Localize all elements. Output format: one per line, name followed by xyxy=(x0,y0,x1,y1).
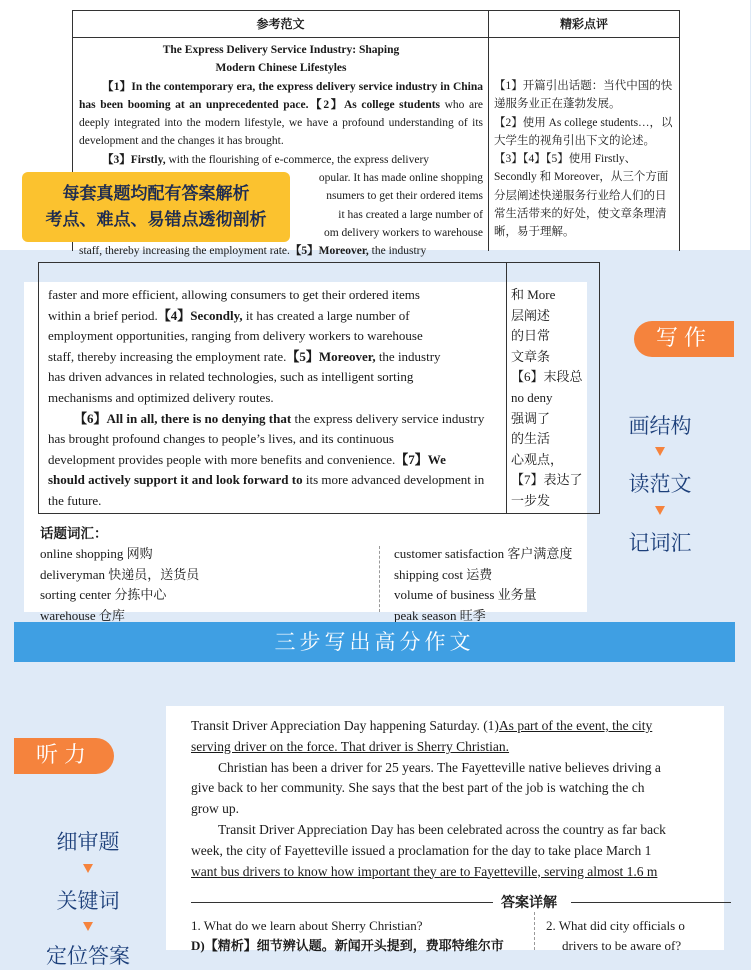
answer-label: 答案详解 xyxy=(501,895,557,911)
essay-text: development provides people with more benefits and convenience. xyxy=(48,451,396,467)
essay-text: the industry xyxy=(378,348,441,364)
comment-line: 【7】表达了 xyxy=(511,472,583,488)
step-keywords: 关键词 xyxy=(56,889,120,913)
essay-text: who are deeply integrated into the modern lifestyle, we have a profound understanding of its development and the changes it has brought. xyxy=(79,98,484,148)
vocab-item: volume of business 业务量 xyxy=(394,587,537,602)
essay-line: employment opportunities, ranging from delivery workers to warehouse xyxy=(48,328,423,344)
vocab-title: 话题词汇： xyxy=(40,526,108,542)
comment-line: no deny xyxy=(511,389,553,405)
essay-title-line2: Modern Chinese Lifestyles xyxy=(215,62,347,75)
essay-text: Firstly, xyxy=(130,153,166,166)
essay-text: Moreover, xyxy=(318,348,376,364)
essay-title xyxy=(79,41,483,78)
column-divider xyxy=(488,11,489,251)
comment-column xyxy=(511,285,621,512)
marker-7: 【7】 xyxy=(395,451,428,467)
essay-line: opular. It has made online shopping xyxy=(318,172,483,185)
transcript-line: Christian has been a driver for 25 years. The Fayetteville native believes driving a xyxy=(218,759,661,775)
arrow-down-icon xyxy=(655,447,665,456)
essay-line: nsumers to get their ordered items xyxy=(326,190,483,203)
comment-line: 层阐述 xyxy=(511,307,551,323)
essay-line xyxy=(48,470,500,491)
answer-analysis: D)【精析】细节辨认题。新闻开头提到，费耶特维尔市 xyxy=(191,938,504,953)
transcript-line xyxy=(191,716,751,737)
essay-paragraph-1 xyxy=(79,78,483,151)
transcript-text: Transit Driver Appreciation Day happening Saturday. (1) xyxy=(191,718,499,733)
section-banner: 三步写出高分作文 xyxy=(14,622,735,662)
question-text: 1. What do we learn about Sherry Christian? xyxy=(191,918,423,933)
essay-text: the express delivery service industry xyxy=(294,410,485,426)
question-divider xyxy=(534,912,535,950)
writing-tag: 写作 xyxy=(634,321,734,357)
essay-text: staff, thereby increasing the employment rate. xyxy=(48,348,287,364)
essay-text: As college students xyxy=(344,98,441,111)
question-text: drivers to be aware of? xyxy=(562,938,682,953)
vocab-item: shipping cost 运费 xyxy=(394,566,493,582)
answer-divider xyxy=(191,892,731,912)
essay-text: All in all, there is no denying that xyxy=(106,410,292,426)
transcript-line: Transit Driver Appreciation Day has been celebrated across the country as far back xyxy=(218,821,666,837)
comment-line: 文章条 xyxy=(511,348,551,364)
table-header-essay: 参考范文 xyxy=(73,11,488,38)
essay-line: om delivery workers to warehouse xyxy=(323,226,483,239)
essay-line xyxy=(79,242,483,260)
transcript-line: give back to her community. She says that the best part of the job is watching the ch xyxy=(191,780,645,796)
step-draw-structure: 画结构 xyxy=(628,414,692,438)
comment-column xyxy=(494,77,676,242)
essay-line: the future. xyxy=(48,492,102,508)
vocab-item: sorting center 分拣中心 xyxy=(40,587,167,602)
marker-6: 【6】 xyxy=(74,410,107,426)
comment-2: 【2】使用 As college students…，以大学生的视角引出下文的论述。 xyxy=(494,116,673,147)
essay-text: We xyxy=(427,451,446,467)
vocab-item: deliveryman 快递员，送货员 xyxy=(40,566,200,582)
step-memorize-vocab: 记词汇 xyxy=(628,531,692,555)
marker-1: 【1】 xyxy=(102,80,132,93)
arrow-down-icon xyxy=(83,864,93,873)
essay-line xyxy=(48,306,500,327)
comment-line: 心观点， xyxy=(511,451,564,467)
marker-4: 【4】 xyxy=(157,307,191,323)
essay-text: its more advanced development in xyxy=(305,472,485,488)
comment-line: 【6】末段总 xyxy=(511,369,583,385)
key-sentence: serving driver on the force. That driver is Sherry Christian. xyxy=(191,738,510,754)
transcript-line: grow up. xyxy=(191,801,239,817)
comment-line: 的生活 xyxy=(511,431,551,447)
essay-line: has brought profound changes to people’s lives, and its continuous xyxy=(48,431,394,447)
question-1 xyxy=(191,916,504,956)
essay-preview-panel xyxy=(0,0,750,258)
divider-line xyxy=(571,902,731,903)
essay-line: has driven advances in related technologies, such as intelligent sorting xyxy=(48,369,414,385)
badge-line-2: 考点、难点、易错点透彻剖析 xyxy=(45,210,267,230)
comment-line: 强调了 xyxy=(511,410,551,426)
essay-text: staff, thereby increasing the employment rate. xyxy=(79,245,290,258)
divider-line xyxy=(191,902,493,903)
step-read-sample: 读范文 xyxy=(628,472,692,496)
comment-line: 和 More xyxy=(511,287,556,302)
essay-line: mechanisms and optimized delivery routes. xyxy=(48,389,274,405)
essay-text: Secondly, xyxy=(190,307,243,323)
vocab-item: peak season 旺季 xyxy=(394,607,486,623)
essay-paragraph-2 xyxy=(79,151,483,169)
listening-transcript xyxy=(191,716,751,882)
marker-3: 【3】 xyxy=(102,153,131,166)
question-text: 2. What did city officials o xyxy=(546,918,685,933)
arrow-down-icon xyxy=(83,922,93,931)
writing-sample-panel xyxy=(24,282,587,623)
step-read-question: 细审题 xyxy=(56,830,120,854)
comment-line: 的日常 xyxy=(511,328,551,344)
essay-text: Moreover, xyxy=(318,245,369,258)
essay-text: the industry xyxy=(371,245,427,258)
essay-title-line1: The Express Delivery Service Industry: Shaping xyxy=(162,44,400,56)
vocab-list-right xyxy=(394,544,572,626)
essay-line: faster and more efficient, allowing consumers to get their ordered items xyxy=(48,287,420,302)
essay-text: with the flourishing of e-commerce, the express delivery xyxy=(168,153,430,166)
step-locate-answer: 定位答案 xyxy=(46,944,130,968)
transcript-line: week, the city of Fayetteville issued a proclamation for the day to take place March 1 xyxy=(191,842,652,858)
key-sentence: want bus drivers to know how important they are to Fayetteville, serving almost 1.6 m xyxy=(191,863,658,879)
essay-text: should actively support it and look forward to xyxy=(48,472,303,488)
comment-line: 一步发 xyxy=(511,492,551,508)
vocab-item: online shopping 网购 xyxy=(40,546,153,561)
column-divider xyxy=(506,263,507,513)
badge-line-1: 每套真题均配有答案解析 xyxy=(62,184,250,204)
vocab-divider xyxy=(379,546,380,612)
question-2 xyxy=(546,916,685,956)
essay-line: it has created a large number of xyxy=(338,208,483,221)
marker-5: 【5】 xyxy=(289,245,319,258)
marker-5: 【5】 xyxy=(286,348,319,364)
comment-3: 【3】【4】【5】使用 Firstly、Secondly 和 Moreover，从三个方面分层阐述快递服务行业给人们的日常生活带来的好处，使文章条理清晰，易于理解。 xyxy=(494,153,669,239)
vocab-item: customer satisfaction 客户满意度 xyxy=(394,546,573,561)
essay-text: within a brief period. xyxy=(48,307,158,323)
key-sentence: As part of the event, the city xyxy=(498,718,653,733)
feature-badge xyxy=(22,172,290,242)
essay-line xyxy=(48,409,500,430)
essay-text: In the contemporary era, the express delivery service industry in China has been booming at an unprecedented pace. xyxy=(79,80,483,111)
listening-sample-panel xyxy=(166,706,724,953)
table-header-comment: 精彩点评 xyxy=(489,11,679,38)
listening-tag: 听力 xyxy=(14,738,114,774)
essay-body xyxy=(48,285,500,512)
essay-table-continued xyxy=(38,262,600,514)
vocab-item: warehouse 仓库 xyxy=(40,607,125,623)
essay-text: it has created a large number of xyxy=(245,307,410,323)
vocab-list-left xyxy=(40,544,199,626)
essay-line xyxy=(48,347,500,368)
comment-1: 【1】开篇引出话题：当代中国的快递服务业正在蓬勃发展。 xyxy=(494,80,673,111)
essay-line xyxy=(48,450,500,471)
arrow-down-icon xyxy=(655,506,665,515)
marker-2: 【2】 xyxy=(308,98,344,111)
